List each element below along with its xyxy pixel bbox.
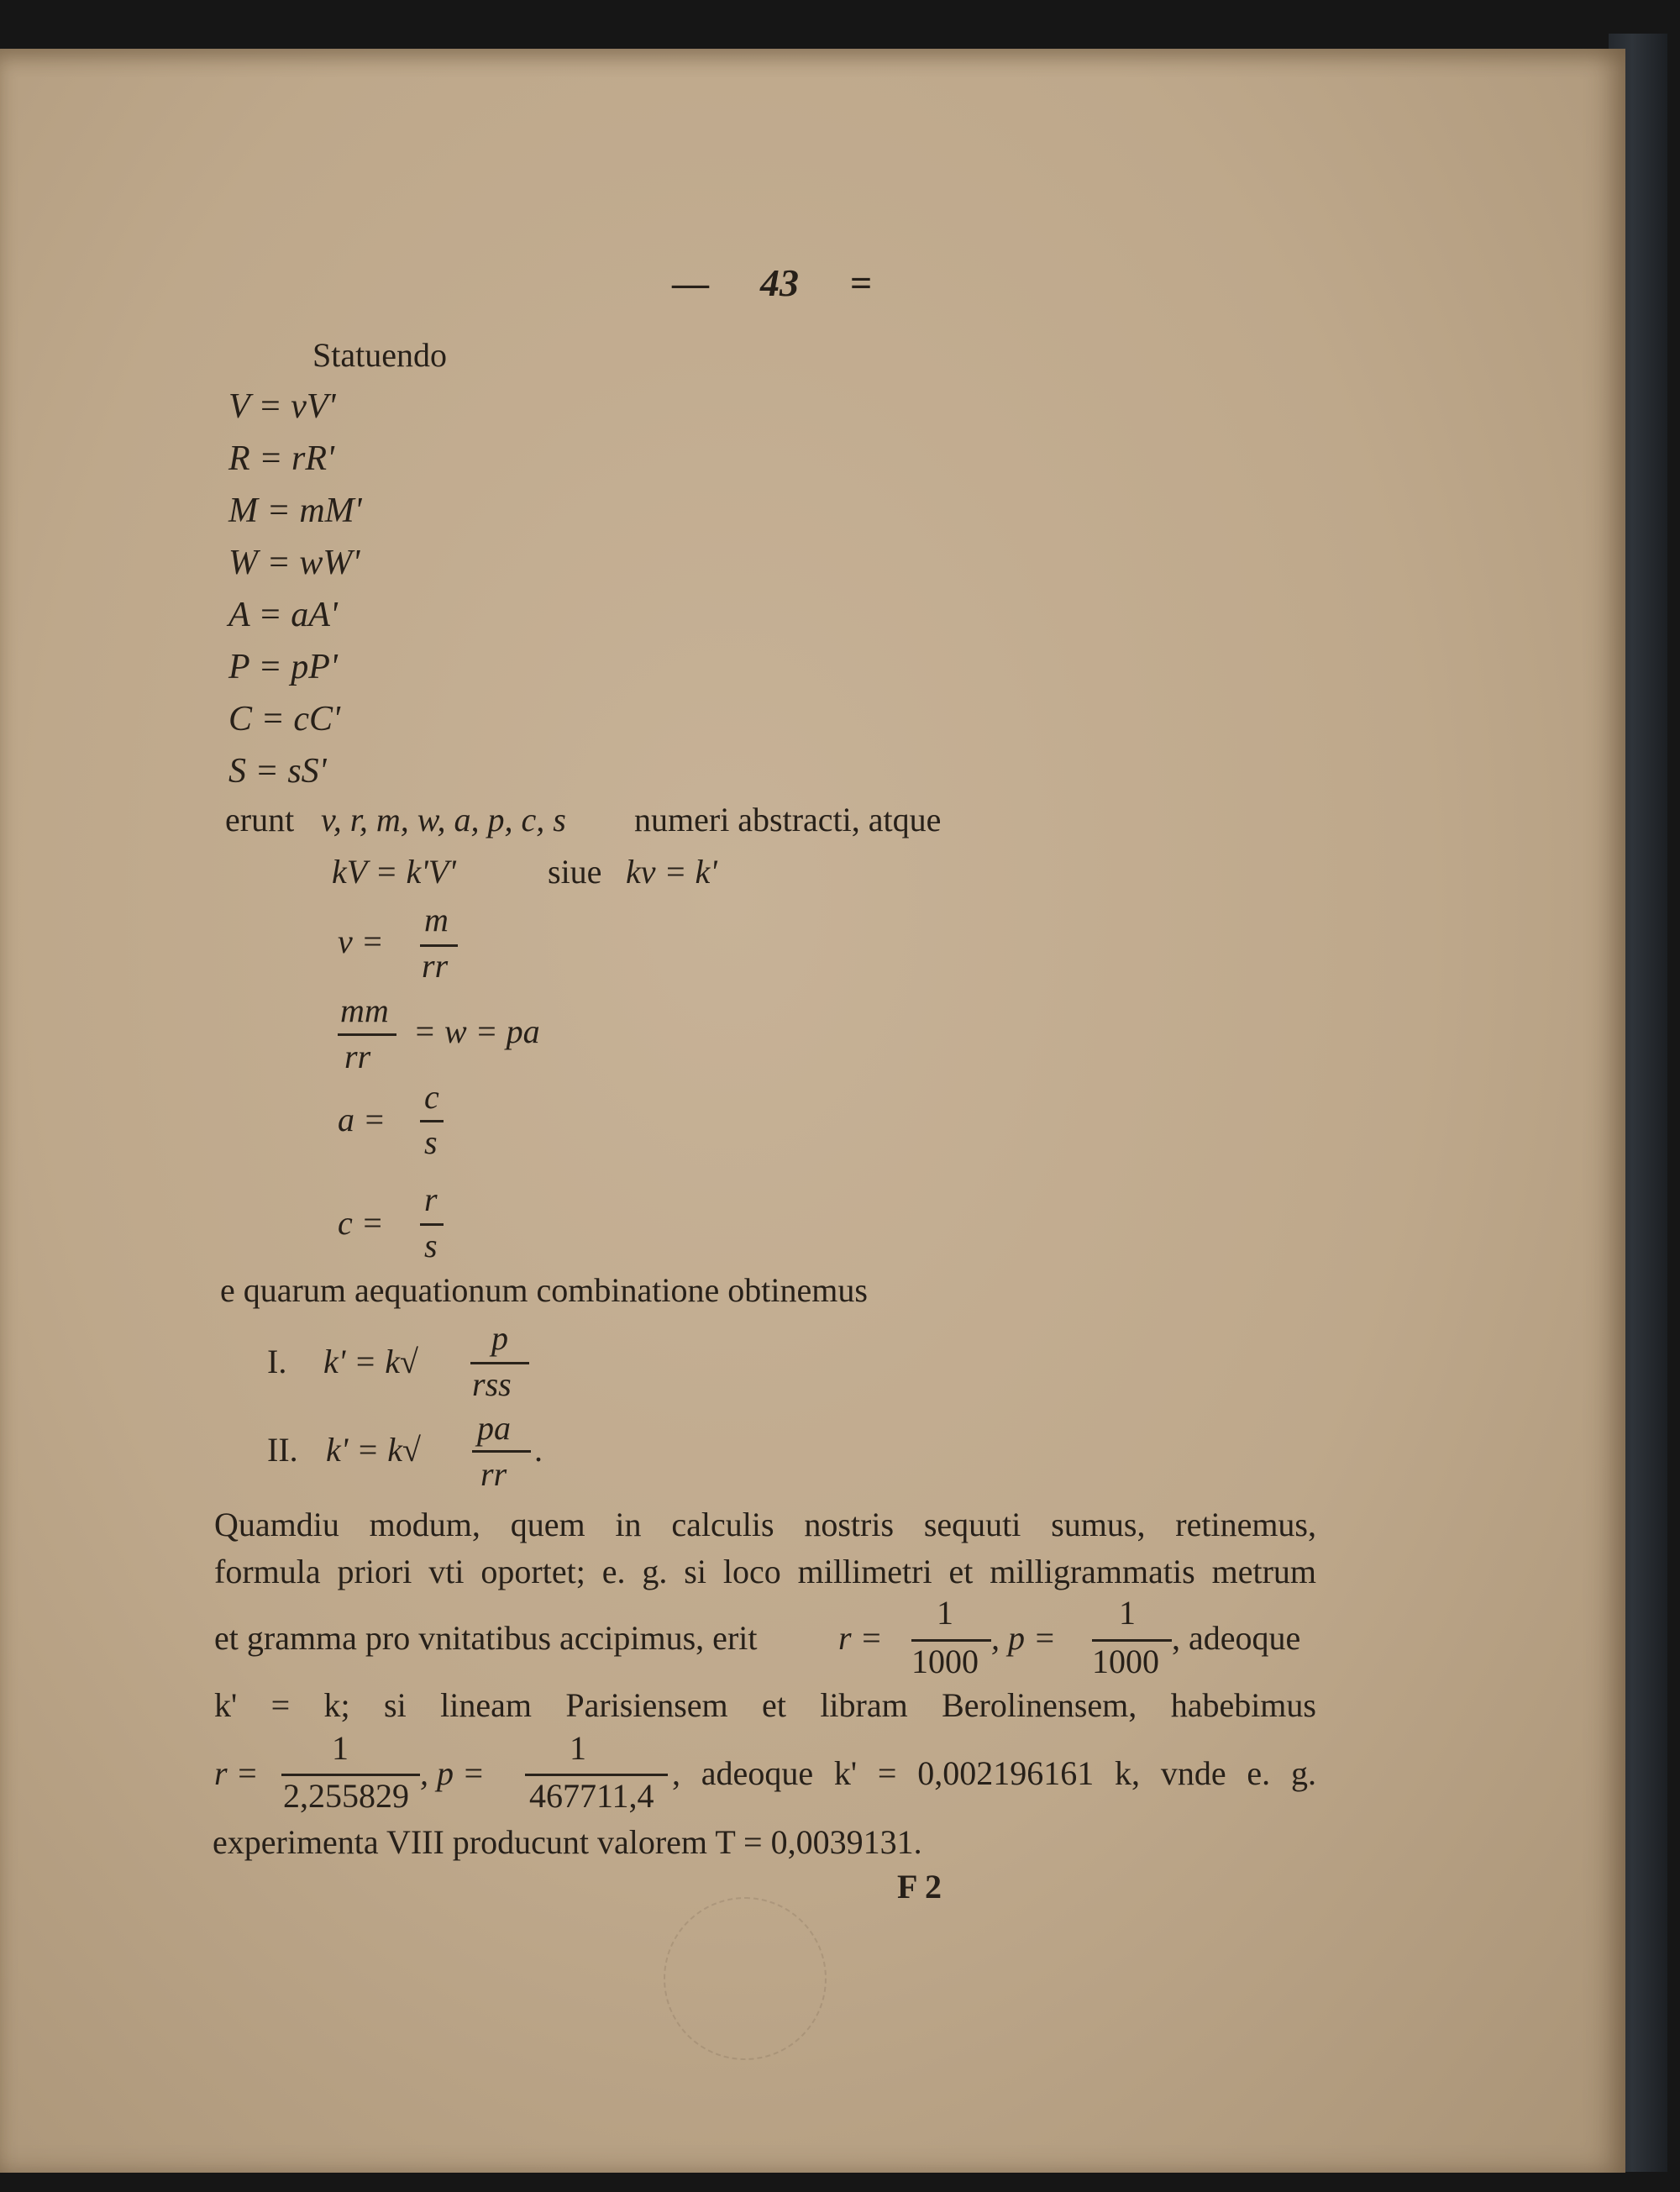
formula-II-lhs: k' = k√	[326, 1431, 422, 1469]
paragraph-line-6: experimenta VIII producunt valorem T = 0,0039131.	[213, 1823, 922, 1861]
paragraph-line-5-end: , adeoque k' = 0,002196161 k, vnde e. g.	[672, 1754, 1316, 1792]
paragraph-line-5-p: , p =	[420, 1754, 485, 1792]
eq-v-denominator: rr	[422, 947, 449, 985]
intro-word: Statuendo	[312, 336, 447, 374]
relation-rhs: kv = k'	[626, 853, 717, 891]
fraction-denominator: 1000	[1092, 1643, 1159, 1680]
header-right-mark: =	[850, 261, 873, 304]
definition-line: R = rR'	[228, 439, 334, 478]
fraction-numerator: 1	[570, 1729, 586, 1767]
relation-word: siue	[548, 853, 602, 891]
formula-II-numerator: pa	[477, 1409, 511, 1447]
eq-v-numerator: m	[424, 901, 449, 938]
definition-line: S = sS'	[228, 752, 327, 791]
combination-line: e quarum aequationum combinatione obtinemus	[220, 1271, 868, 1309]
fraction-bar	[470, 1362, 529, 1364]
fraction-bar	[525, 1774, 668, 1776]
paragraph-line-1: Quamdiu modum, quem in calculis nostris sequuti sumus, retinemus,	[214, 1506, 1316, 1543]
fraction-numerator: 1	[332, 1729, 349, 1767]
erunt-word: erunt	[225, 801, 295, 838]
eq-a-lhs: a =	[338, 1101, 386, 1138]
paragraph-line-3-end: , adeoque	[1172, 1619, 1301, 1657]
formula-I-lhs: k' = k√	[323, 1343, 419, 1380]
paragraph-line-3-p: , p =	[991, 1619, 1056, 1657]
paper-stain	[664, 1897, 827, 2060]
erunt-vars: v, r, m, w, a, p, c, s	[321, 801, 566, 838]
fraction-numerator: 1	[1119, 1594, 1136, 1632]
eq-c-lhs: c =	[338, 1204, 384, 1242]
relation-lhs: kV = k'V'	[332, 853, 456, 891]
fraction-bar	[420, 1120, 444, 1122]
definition-line: W = wW'	[228, 544, 360, 582]
fraction-denominator: 2,255829	[283, 1777, 409, 1815]
formula-II-denominator: rr	[480, 1455, 507, 1493]
formula-I-label: I.	[267, 1343, 287, 1380]
definition-line: M = mM'	[228, 491, 362, 530]
formula-II-label: II.	[267, 1431, 298, 1469]
paragraph-line-3-r: r =	[838, 1619, 883, 1657]
fraction-numerator: 1	[937, 1594, 953, 1632]
fraction-bar	[420, 1223, 444, 1226]
fraction-bar	[338, 1033, 396, 1036]
formula-I-denominator: rss	[472, 1365, 512, 1403]
paragraph-line-2: formula priori vti oportet; e. g. si loco millimetri et milligrammatis metrum	[214, 1553, 1316, 1590]
signature-mark: F 2	[897, 1868, 942, 1906]
eq-c-denominator: s	[424, 1227, 438, 1264]
definition-line: P = pP'	[228, 648, 338, 686]
fraction-bar	[911, 1639, 991, 1642]
page-number: 43	[760, 261, 799, 304]
paragraph-line-4: k' = k; si lineam Parisiensem et libram Berolinensem, habebimus	[214, 1686, 1316, 1724]
eq-v-lhs: v =	[338, 923, 384, 960]
fraction-denominator: 467711,4	[529, 1777, 654, 1815]
erunt-text: numeri abstracti, atque	[634, 801, 942, 838]
eq-a-denominator: s	[424, 1123, 438, 1161]
definition-line: A = aA'	[228, 596, 338, 634]
fraction-bar	[1092, 1639, 1172, 1642]
eq-w-rhs: = w = pa	[413, 1012, 540, 1050]
eq-w-denominator: rr	[344, 1038, 371, 1075]
eq-c-numerator: r	[424, 1180, 438, 1218]
eq-w-numerator: mm	[340, 991, 389, 1029]
formula-II-end: .	[534, 1431, 543, 1469]
definition-line: V = vV'	[228, 387, 336, 426]
book-page	[0, 49, 1625, 2173]
header-left-dash: —	[672, 263, 709, 304]
eq-a-numerator: c	[424, 1078, 439, 1116]
fraction-denominator: 1000	[911, 1643, 979, 1680]
formula-I-numerator: p	[491, 1319, 508, 1357]
paragraph-line-5-r: r =	[214, 1754, 259, 1792]
definition-line: C = cC'	[228, 700, 340, 739]
paragraph-line-3-text: et gramma pro vnitatibus accipimus, erit	[214, 1619, 758, 1657]
fraction-bar	[472, 1450, 531, 1453]
fraction-bar	[281, 1774, 420, 1776]
